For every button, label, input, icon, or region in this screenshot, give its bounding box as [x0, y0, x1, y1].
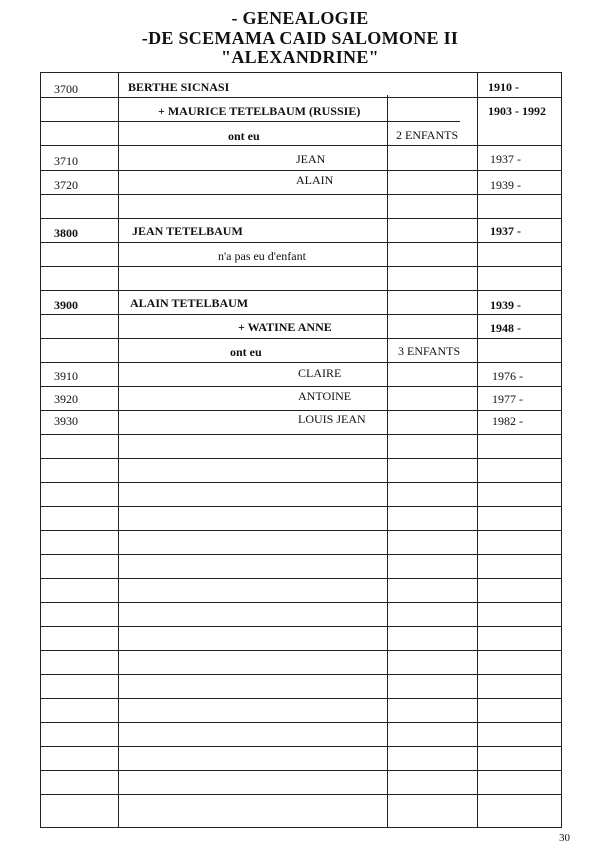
spouse-name: + WATINE ANNE — [238, 320, 332, 334]
birth-year: 1910 - — [488, 80, 519, 94]
birth-year: 1982 - — [492, 414, 523, 428]
row-divider — [40, 482, 562, 483]
row-divider — [40, 458, 562, 459]
birth-year: 1937 - — [490, 152, 521, 166]
row-divider — [40, 410, 562, 411]
person-name: JEAN — [296, 152, 326, 166]
row-divider — [40, 602, 562, 603]
row-divider — [40, 722, 562, 723]
person-name: JEAN TETELBAUM — [132, 224, 243, 238]
row-divider — [40, 314, 562, 315]
page-number: 30 — [559, 832, 570, 844]
row-divider — [40, 770, 562, 771]
column-divider — [387, 95, 388, 828]
row-divider — [40, 506, 562, 507]
row-divider — [40, 218, 562, 219]
entry-id: 3720 — [54, 178, 78, 192]
entry-id: 3800 — [54, 226, 78, 240]
spouse-years: 1903 - 1992 — [488, 104, 546, 118]
row-divider — [40, 170, 562, 171]
row-divider — [40, 626, 562, 627]
person-name: CLAIRE — [298, 366, 342, 380]
birth-year: 1937 - — [490, 224, 521, 238]
children-label: ont eu — [228, 129, 260, 143]
children-count: 2 ENFANTS — [396, 128, 459, 142]
row-divider — [40, 97, 562, 98]
row-divider — [40, 242, 562, 243]
entry-id: 3710 — [54, 154, 78, 168]
birth-year: 1977 - — [492, 392, 523, 406]
person-name: ALAIN — [296, 173, 334, 187]
row-divider — [40, 194, 562, 195]
row-divider — [40, 530, 562, 531]
row-divider — [40, 554, 562, 555]
row-divider — [40, 434, 562, 435]
entry-id: 3930 — [54, 414, 78, 428]
row-divider — [40, 266, 562, 267]
row-divider — [40, 386, 562, 387]
entry-id: 3700 — [54, 82, 78, 96]
row-divider — [40, 338, 562, 339]
person-name: LOUIS JEAN — [298, 412, 366, 426]
row-divider — [40, 578, 562, 579]
row-divider — [40, 794, 562, 795]
birth-year: 1976 - — [492, 369, 523, 383]
entry-id: 3900 — [54, 298, 78, 312]
page-title: - GENEALOGIE — [231, 8, 369, 28]
spouse-year: 1948 - — [490, 321, 521, 335]
note: n'a pas eu d'enfant — [218, 249, 306, 263]
row-divider — [40, 698, 562, 699]
person-name: BERTHE SICNASI — [128, 80, 230, 94]
row-divider — [40, 121, 460, 122]
spouse-name: + MAURICE TETELBAUM (RUSSIE) — [158, 104, 361, 118]
row-divider — [40, 650, 562, 651]
birth-year: 1939 - — [490, 178, 521, 192]
page-subtitle: -DE SCEMAMA CAID SALOMONE II — [141, 28, 459, 48]
person-name: ANTOINE — [298, 389, 352, 403]
children-count: 3 ENFANTS — [398, 344, 461, 358]
entry-id: 3920 — [54, 392, 78, 406]
row-divider — [40, 674, 562, 675]
entry-id: 3910 — [54, 369, 78, 383]
page-subtitle-nickname: "ALEXANDRINE" — [221, 47, 379, 67]
row-divider — [40, 362, 562, 363]
row-divider — [40, 290, 562, 291]
column-divider — [477, 72, 478, 828]
column-divider — [118, 72, 119, 828]
row-divider — [40, 145, 562, 146]
children-label: ont eu — [230, 345, 262, 359]
birth-year: 1939 - — [490, 298, 521, 312]
person-name: ALAIN TETELBAUM — [130, 296, 249, 310]
row-divider — [40, 746, 562, 747]
